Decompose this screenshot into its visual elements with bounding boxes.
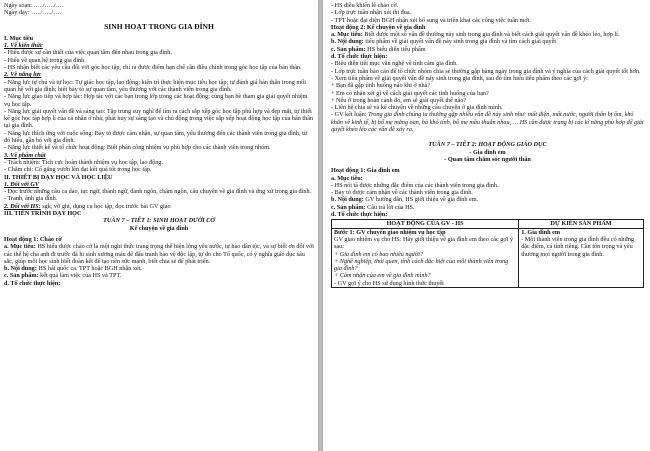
- section-objectives: I. Mục tiêu: [4, 34, 34, 42]
- student-prep-label: 2. Đối với HS:: [4, 202, 41, 210]
- competence-item: - Năng lực thiết kế và tổ chức hoạt động: Biết phân công nhiệm vụ phù hợp cho các thành viên trong nhóm.: [4, 144, 271, 152]
- cell-line: + Gia đình em có bao nhiêu người?: [334, 250, 424, 258]
- document-page-right: [323, 0, 650, 451]
- objective-text: Biết được một số vấn đề thường nảy sinh trong gia đình và biết cách giải quyết vấn đề khéo léo, hợp lí.: [362, 31, 620, 39]
- product-text: HS biểu diễn tiểu phẩm: [365, 45, 426, 53]
- teacher-item: - Tranh, ảnh gia đình.: [4, 195, 58, 203]
- teacher-item: - Đọc trước những câu ca dao, tục ngữ, thành ngữ, danh ngôn, châm ngôn, câu chuyện về gia đình và ứng xử trong gia đình.: [4, 188, 312, 196]
- organize-heading: d. Tổ chức thực hiện:: [331, 211, 388, 219]
- question-item: + Em có nhận xét gì về cách giải quyết các tình huống của bạn?: [331, 89, 489, 97]
- week-heading: TUẦN 7 – TIẾT 1: SINH HOẠT DƯỚI CỜ: [103, 217, 215, 225]
- content-para: [331, 38, 644, 45]
- objective-para: [331, 31, 644, 38]
- competence-item: - Năng lực thích ứng với cuộc sống: Bày tỏ được cảm nhận, sự quan tâm, yêu thương đến các thành viên trong gia đình, từ đó hiểu, gần bó với gia đình.: [4, 129, 308, 145]
- objective-para: [4, 243, 314, 265]
- table-header-row: [332, 220, 644, 228]
- question-item: + Bạn đã gặp tình huống nào khi ở nhà?: [331, 82, 431, 90]
- question-item: + Nếu ở trong hoàn cảnh đó, em sẽ giải quyết thế nào?: [331, 96, 467, 104]
- competence-item: - Năng lực tự chủ và tự học: Tự giác học tập, lao động; kiên trì thực hiện mục tiêu học tập; tự đánh giá bản thân trong mối quan hệ với gia đình; biết bày tỏ sự quan tâm, yêu thương với các thành viên trong gia đình.: [4, 78, 306, 93]
- objective-label: a. Mục tiêu:: [331, 31, 363, 39]
- objective-text: HS hiểu được chào cờ là một nghi thức trang trọng thể hiện lòng yêu nước, tự hào dân tộc, và sự biết ơn đối với các thế hệ cha anh đi trước đã hi sinh xương máu để đấu tranh bảo vệ độc lập, tự do cho Tổ quốc, có ý nghĩa giáo dục sâu sắc, giúp mỗi học sinh biết đoàn kết để tạo nên sức mạnh, biết chia sẻ để phát triển.: [4, 243, 314, 265]
- content-para: [4, 265, 314, 272]
- task-item: - Liên hệ chia sẻ và kể chuyện về những câu chuyện ở gia đình mình.: [331, 104, 503, 112]
- objective-label: a. Mục tiêu:: [4, 243, 36, 251]
- week-subheading: - Quan tâm chăm sóc người thân: [444, 155, 531, 163]
- product-label: c. Sản phẩm:: [331, 203, 366, 211]
- cell-line: + Cảm nhận của em về gia đình mình?: [334, 272, 431, 280]
- content-para: [331, 196, 644, 203]
- product-para: [4, 272, 314, 279]
- step-title: Bước 1: GV chuyển giao nhiệm vụ học tập: [334, 228, 446, 236]
- week-subheading: - Gia đình em: [469, 148, 506, 156]
- subsection-quality: 3. Về phẩm chất: [4, 151, 46, 159]
- step-item: - TPT hoặc đại diện BGH nhận xét bổ sung và triển khai các công việc tuần mới.: [331, 16, 531, 24]
- step-item: - Lớp trực tuần nhận xét thi đua.: [331, 9, 412, 17]
- activity-table: [331, 219, 644, 288]
- task-item: - Xem tiểu phẩm về giải quyết vấn đề nảy sinh trong gia đình, sau đó tìm hiểu tiểu phẩm theo các gợi ý:: [331, 74, 588, 82]
- prep-date: Ngày soạn: …../…../….: [4, 2, 64, 9]
- week-subheading: Kể chuyện về gia đình: [129, 224, 189, 232]
- document-page-left: [0, 0, 318, 451]
- cell-line: - GV gợi ý cho HS sử dụng hình thức thuyết: [334, 279, 444, 287]
- conclusion-label: - GV kết luận:: [331, 111, 369, 119]
- lesson-title: SINH HOẠT TRONG GIA ĐÌNH: [104, 21, 214, 31]
- teach-date: Ngày dạy: …../…../….: [4, 9, 61, 17]
- objective-item: - HS nói tả được những đặc điểm của các thành viên trong gia đình.: [331, 181, 499, 189]
- table-cell-activity: [332, 228, 519, 287]
- page-left-content: [4, 2, 314, 287]
- product-title: 1. Gia đình em: [521, 228, 561, 236]
- organize-heading: d. Tổ chức thực hiện:: [331, 53, 388, 61]
- cell-line: + Nghề nghiệp, thói quen, tính cách đặc biệt của mỗi thành viên trong gia đình?: [334, 257, 509, 273]
- product-text: kết quả làm việc của HS và TPT.: [38, 272, 122, 280]
- product-label: c. Sản phẩm:: [331, 45, 366, 53]
- task-item: - Lớp trực tuần báo cáo để tổ chức nhóm chia sẻ thường gặp hàng ngày trong gia đình và ý nghĩa của cách giải quyết tốt hơn.: [331, 67, 641, 75]
- subsection-teacher: 1. Đối với GV: [4, 180, 39, 188]
- knowledge-item: - Hiểu được sự cần thiết của việc quan tâm đến nhau trong gia đình.: [4, 49, 172, 57]
- knowledge-item: - Hiểu về quan hệ trong gia đình.: [4, 56, 86, 64]
- student-prep-text: sgk, vở ghi, dụng cụ học tập, đọc trước bài GV giao: [40, 202, 171, 210]
- content-label: b. Nội dung:: [331, 38, 364, 46]
- activity-heading: Hoạt động 1: Chào cờ: [4, 235, 62, 243]
- activity-heading: Hoạt động 2: Kể chuyện về gia đình: [331, 23, 426, 31]
- student-prep: [4, 203, 314, 210]
- organize-heading: d. Tổ chức thực hiện:: [4, 279, 61, 287]
- week-heading: TUẦN 7 – TIẾT 2: HOẠT ĐỘNG GIÁO DỤC: [428, 141, 547, 149]
- content-text: tiểu phẩm về giải quyết vấn đề nảy sinh trong gia đình và tìm cách giải quyết: [363, 38, 557, 46]
- content-label: b. Nội dung:: [4, 265, 37, 273]
- page-right-content: [331, 2, 644, 288]
- table-header-activity: HOẠT ĐỘNG CỦA GV - HS: [332, 220, 519, 228]
- section-process: III. TIẾN TRÌNH DẠY HỌC: [4, 210, 82, 218]
- knowledge-item: - HS nhận biết các yêu cầu đối với góc học tập, chỉ ra được điểm hạn chế cần điều chỉnh trong góc học tập của bản thân.: [4, 64, 302, 72]
- subsection-competence: 2. Về năng lực: [4, 71, 42, 79]
- product-text: - Mỗi thành viên trong gia đình đều có những đặc điểm, cá tính riêng. Cần tôn trọng và yêu thương mọi người trong gia đình.: [521, 235, 635, 258]
- conclusion-text: Trong gia đình chúng ta thường gặp nhiều vấn đề nảy sinh như: mất điện, mất nước, người thân bị ốm, khó khăn về kinh tế, bị bố mẹ mắng oan, bà khó tính, bố mẹ mâu thuẫn nhau, … HS cần được trang bị các kĩ năng phù hợp để giải quyết khéo léo các vấn đề xảy ra.: [331, 111, 644, 134]
- product-label: c. Sản phẩm:: [4, 272, 39, 280]
- table-cell-product: [519, 228, 644, 287]
- content-text: GV hướng dẫn, HS giới thiệu về gia đình em.: [363, 196, 479, 204]
- conclusion-para: [331, 111, 644, 133]
- product-para: [331, 204, 644, 211]
- product-para: [331, 46, 644, 53]
- objective-label: a. Mục tiêu:: [331, 174, 363, 182]
- task-item: - Biểu diễn tiết mục văn nghệ về tình cảm gia đình.: [331, 60, 458, 68]
- objective-item: - Bày tỏ được cảm nhận về các thành viên trong gia đình.: [331, 189, 473, 197]
- competence-item: - Năng lực giao tiếp và hợp tác: Hợp tác với các bạn trong lớp trong các hoạt động; cùng bạn bè tham gia giải quyết nhiệm vụ học tập.: [4, 93, 308, 108]
- activity-heading: Hoạt động 1: Gia đình em: [331, 167, 400, 175]
- quality-item: - Chăm chỉ: Cố gắng vươn lên đạt kết quả tốt trong học tập.: [4, 166, 152, 174]
- quality-item: - Trách nhiệm: Tích cực hoàn thành nhiệm vụ học tập, lao động.: [4, 158, 163, 166]
- content-text: HS hát quốc ca. TPT hoặc BGH nhận xét.: [36, 265, 142, 273]
- competence-item: - Năng lực giải quyết vấn đề và sáng tạo: Tập trung suy nghĩ để tìm ra cách sắp xếp góc học tập phù hợp và đẹp mắt, tự thiết kế góc học tập hợp lí của cá nhân ở nhà; phát huy sự sáng tạo và chủ động trong việc sắp xếp hoạt động học tập của bản thân tại gia đình.: [4, 107, 314, 130]
- content-label: b. Nội dung:: [331, 196, 364, 204]
- step-item: - HS điều khiển lễ chào cờ.: [331, 2, 399, 9]
- subsection-knowledge: 1. Về kiến thức: [4, 42, 43, 50]
- section-equipment: II. THIẾT BỊ DẠY HỌC VÀ HỌC LIỆU: [4, 173, 113, 181]
- table-row: [332, 228, 644, 287]
- cell-line: GV giao nhiệm vụ cho HS: Hãy giới thiệu về gia đình em theo các gợi ý sau:: [334, 235, 513, 251]
- product-text: Câu trả lời của HS.: [365, 203, 415, 211]
- table-header-product: DỰ KIẾN SẢN PHẨM: [519, 220, 644, 228]
